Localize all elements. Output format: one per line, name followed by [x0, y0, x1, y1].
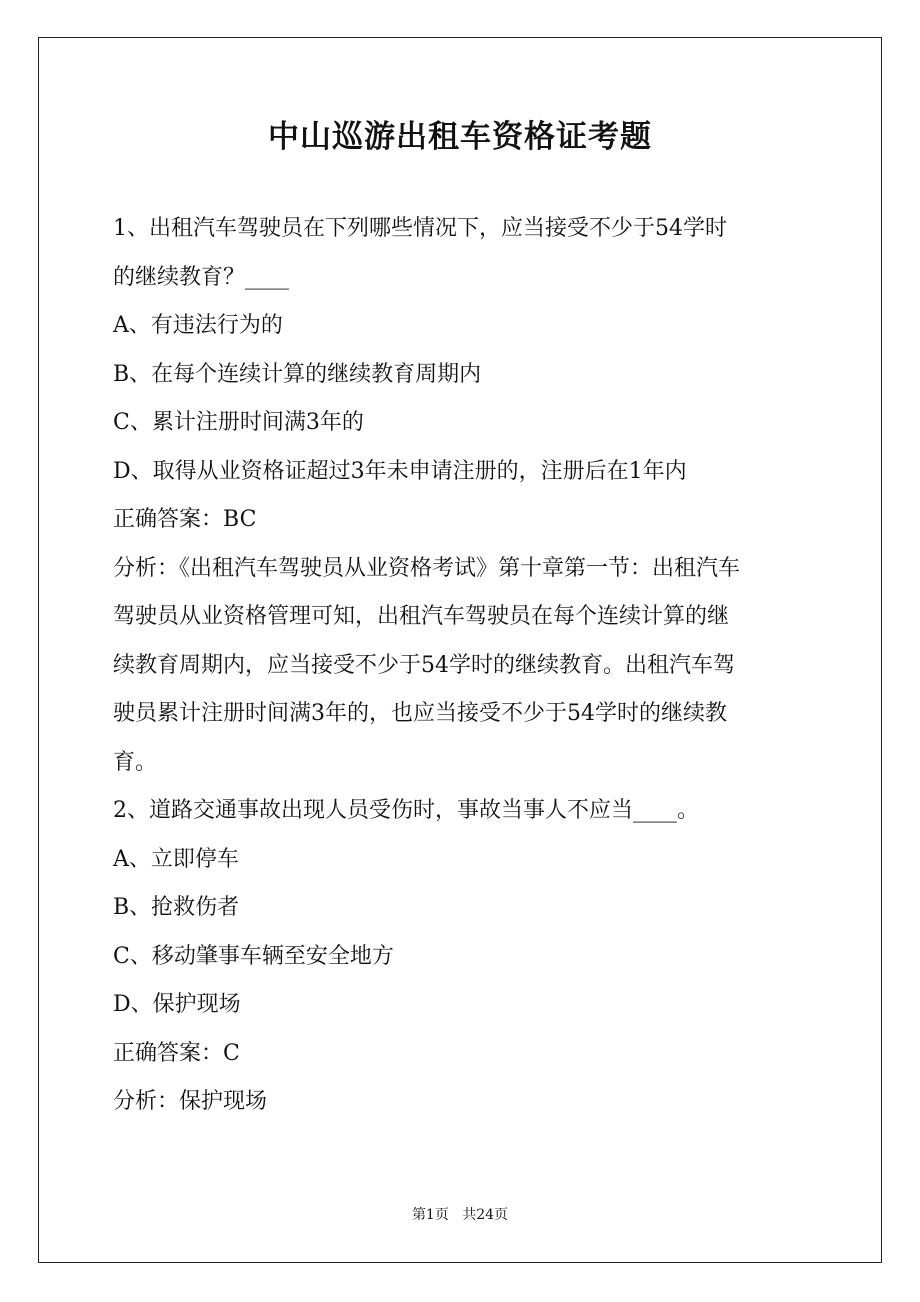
- question-1-option-d: D、取得从业资格证超过3年未申请注册的，注册后在1年内: [113, 458, 687, 484]
- document-body: [113, 205, 813, 1127]
- document-title: 中山巡游出租车资格证考题: [268, 119, 652, 155]
- question-1-analysis-line-5: 育。: [113, 749, 158, 775]
- page-total: 共24页: [462, 1207, 509, 1223]
- question-1-answer: 正确答案：BC: [113, 507, 257, 532]
- question-2-option-c: C、移动肇事车辆至安全地方: [113, 943, 394, 969]
- question-1-line-2: 的继续教育？____: [113, 264, 290, 290]
- question-2-answer: 正确答案：C: [113, 1040, 240, 1066]
- question-1-line-1: 1、出租汽车驾驶员在下列哪些情况下，应当接受不少于54学时: [113, 216, 727, 241]
- question-2-option-a: A、立即停车: [113, 846, 239, 872]
- question-2-analysis: 分析：保护现场: [113, 1089, 268, 1114]
- question-1-analysis-line-3: 续教育周期内，应当接受不少于54学时的继续教育。出租汽车驾: [113, 652, 735, 678]
- question-2-option-d: D、保护现场: [113, 992, 241, 1017]
- question-1-analysis-line-1: 分析：《出租汽车驾驶员从业资格考试》第十章第一节：出租汽车: [113, 555, 741, 581]
- page-footer: [0, 1205, 920, 1225]
- question-1-option-c: C、累计注册时间满3年的: [113, 410, 364, 435]
- question-2-option-b: B、抢救伤者: [113, 895, 240, 920]
- page-number: 第1页: [411, 1207, 449, 1223]
- question-1-option-b: B、在每个连续计算的继续教育周期内: [113, 361, 482, 387]
- question-1-analysis-line-2: 驾驶员从业资格管理可知，出租汽车驾驶员在每个连续计算的继: [113, 604, 730, 629]
- question-2-stem: 2、道路交通事故出现人员受伤时，事故当事人不应当____。: [113, 798, 699, 823]
- question-1-option-a: A、有违法行为的: [113, 313, 283, 338]
- question-1-analysis-line-4: 驶员累计注册时间满3年的，也应当接受不少于54学时的继续教: [113, 701, 727, 726]
